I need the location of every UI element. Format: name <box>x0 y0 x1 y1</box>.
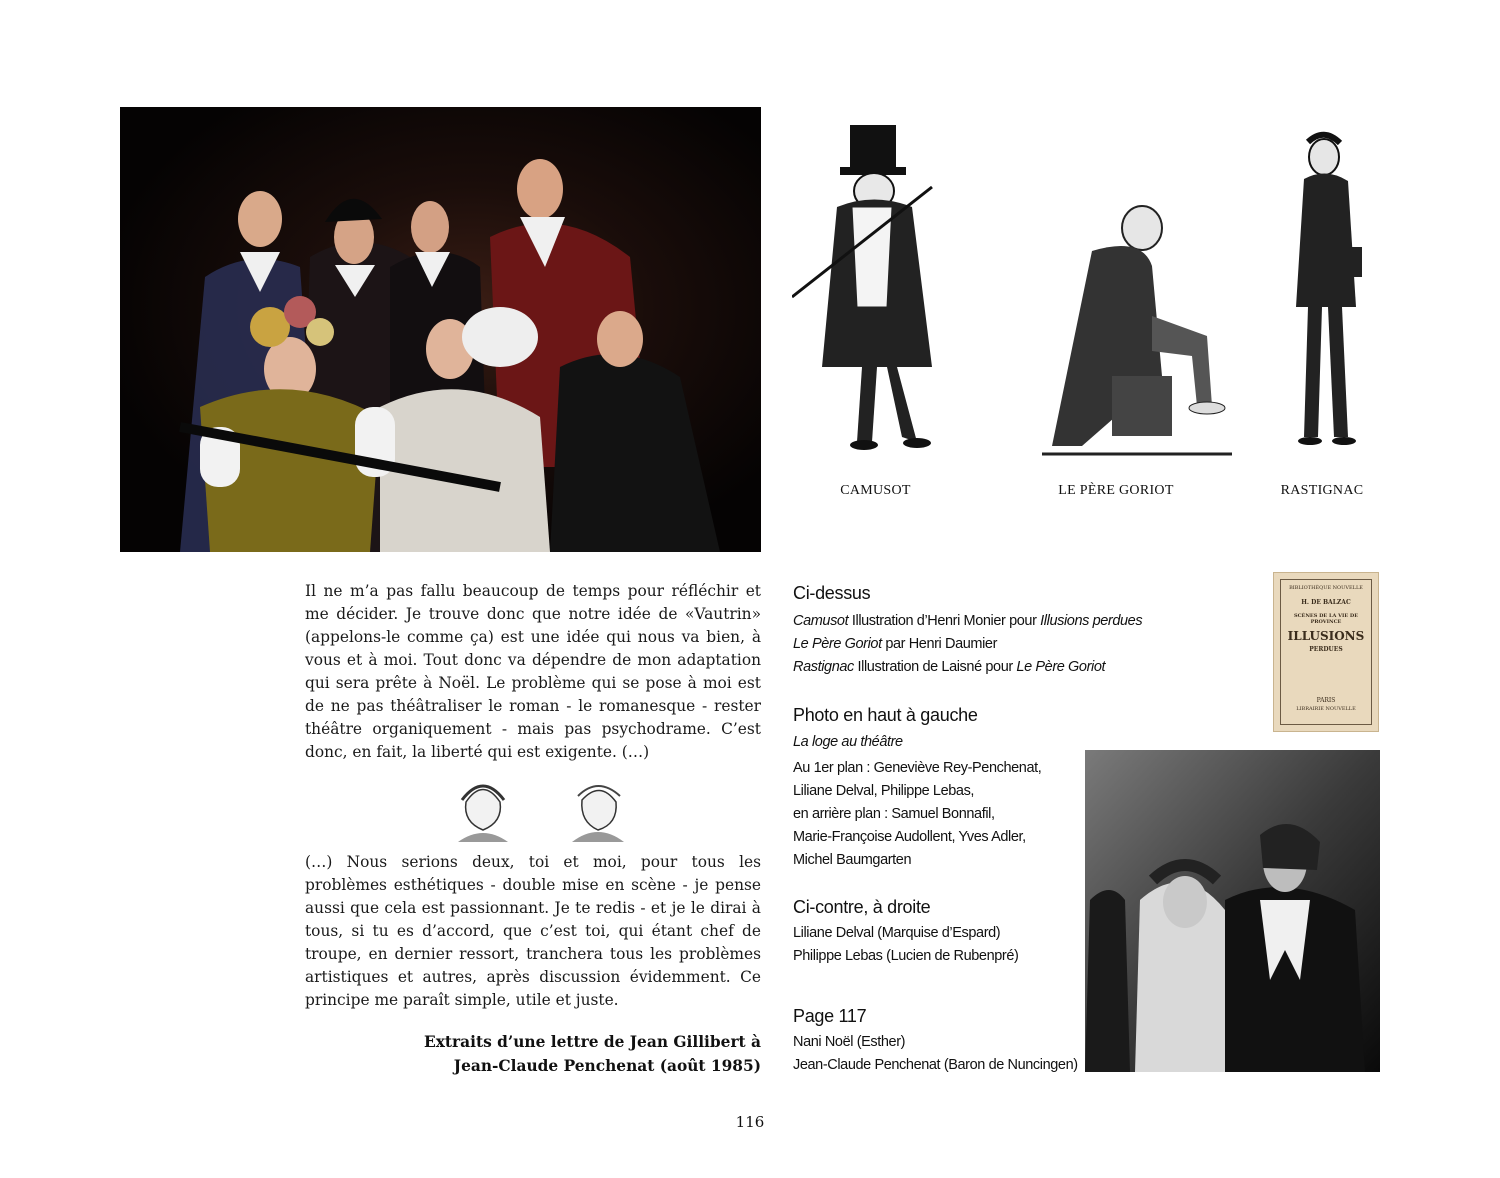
illustration-rastignac <box>1276 107 1374 465</box>
couple-photo-image <box>1085 750 1380 1072</box>
caption-line: Au 1er plan : Geneviève Rey-Penchenat, <box>793 760 1042 776</box>
photo-delval-lebas <box>1085 750 1380 1072</box>
illustration-caption: RASTIGNAC <box>1280 483 1364 498</box>
cover-publisher: LIBRAIRIE NOUVELLE <box>1296 706 1356 712</box>
cover-subtitle: PERDUES <box>1309 646 1343 653</box>
illustration-camusot <box>792 107 959 463</box>
portrait-goriot <box>562 772 632 842</box>
portrait-balzac <box>448 772 518 842</box>
caption-heading: Ci-dessus <box>793 583 871 603</box>
caption-line: Camusot Illustration d’Henri Monier pour Illusions perdues <box>793 613 1143 629</box>
book-cover-illusions-perdues <box>1273 572 1379 732</box>
caption-line: Jean-Claude Penchenat (Baron de Nuncingen) <box>793 1057 1078 1073</box>
page-number: 116 <box>735 1113 765 1131</box>
caption-line: Nani Noël (Esther) <box>793 1034 906 1050</box>
caption-page-117 <box>793 1005 1083 1077</box>
caption-heading: Ci-contre, à droite <box>793 897 931 917</box>
balzac-portrait-icon <box>448 772 518 842</box>
goriot-figure-icon <box>1032 196 1244 464</box>
rastignac-figure-icon <box>1276 107 1374 465</box>
letter-paragraph-2: (…) Nous serions deux, toi et moi, pour tous les problèmes esthétiques - double mise en scène - je pense aussi que cela est passionnant. Je te redis - et je le dirai à tous, si tu es d’accord, que c’est toi, qui étant chef de troupe, en dernier ressort, tranchera tous les problèmes artistiques et autres, après discussion évidemment. Ce principe me paraît simple, utile et juste. <box>305 853 761 1009</box>
cover-line: BIBLIOTHÈQUE NOUVELLE <box>1289 585 1363 591</box>
caption-line: Rastignac Illustration de Laisné pour Le Père Goriot <box>793 659 1106 675</box>
cover-line: SCÈNES DE LA VIE DE PROVINCE <box>1293 613 1359 625</box>
caption-heading: Page 117 <box>793 1006 867 1026</box>
photo-theatre-box <box>120 107 761 552</box>
caption-line: Le Père Goriot par Henri Daumier <box>793 636 998 652</box>
caption-heading: Photo en haut à gauche <box>793 705 978 725</box>
caption-line: Marie-Françoise Audollent, Yves Adler, <box>793 829 1026 845</box>
caption-line: Liliane Delval (Marquise d’Espard) <box>793 925 1001 941</box>
caption-subtitle: La loge au théâtre <box>793 734 903 750</box>
theatre-group-image <box>120 107 761 552</box>
cover-title: ILLUSIONS <box>1287 629 1365 643</box>
cover-line: H. DE BALZAC <box>1301 599 1351 606</box>
letter-signature <box>305 1030 761 1078</box>
letter-paragraph-1: Il ne m’a pas fallu beaucoup de temps pour réfléchir et me décider. Je trouve donc que notre idée de «Vautrin» (appelons-le comme ça) est une idée qui nous va bien, à vous et à moi. Tout donc va dépendre de mon adaptation qui sera prête à Noël. Le problème qui se pose à moi est de ne pas théâtraliser le roman - le romanesque - rester théâtre organiquement - mais pas psychodrame. C’est donc, en fait, la liberté qui est exigente. (…) <box>305 582 761 761</box>
illustration-goriot <box>1032 196 1244 464</box>
caption-photo-top-left <box>793 704 1083 872</box>
signature-line-2: Jean-Claude Penchenat (août 1985) <box>453 1057 761 1075</box>
caption-line: Michel Baumgarten <box>793 852 912 868</box>
signature-line-1: Extraits d’une lettre de Jean Gillibert à <box>424 1033 761 1051</box>
caption-line: Liliane Delval, Philippe Lebas, <box>793 783 975 799</box>
illustration-caption: LE PÈRE GORIOT <box>1058 483 1174 498</box>
caption-above <box>793 582 1263 679</box>
cover-place: PARIS <box>1316 697 1336 704</box>
caption-right-photo <box>793 896 1083 968</box>
illustration-caption: CAMUSOT <box>840 483 911 498</box>
camusot-figure-icon <box>792 107 959 463</box>
caption-line: Philippe Lebas (Lucien de Rubenpré) <box>793 948 1019 964</box>
goriot-portrait-icon <box>562 772 632 842</box>
caption-line: en arrière plan : Samuel Bonnafil, <box>793 806 995 822</box>
